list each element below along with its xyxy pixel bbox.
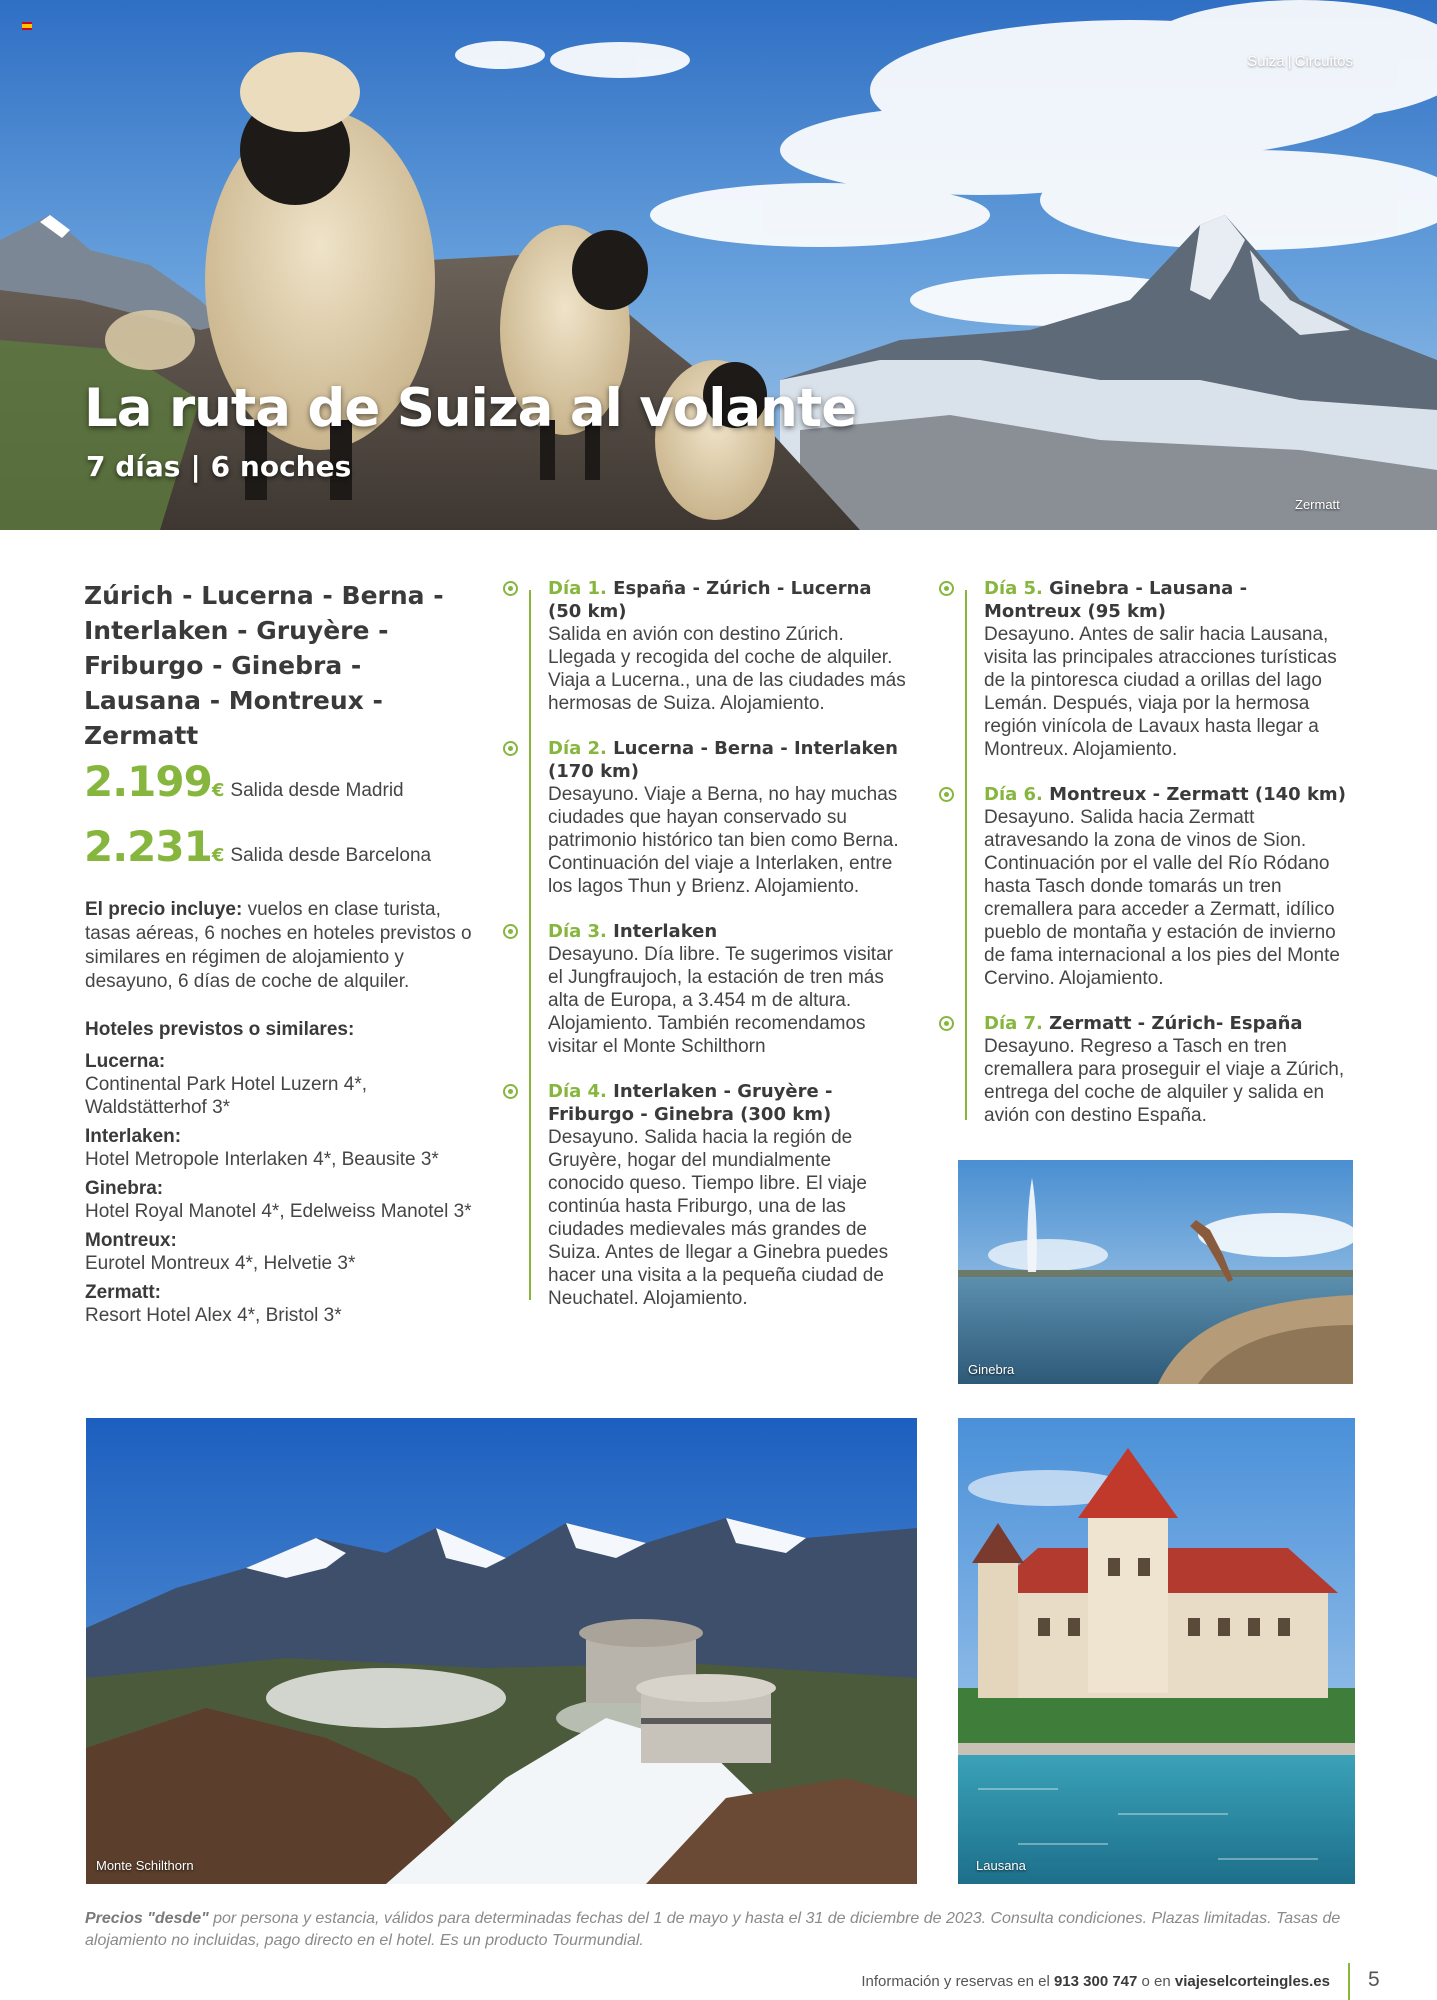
hotel-item-ginebra — [85, 1177, 485, 1223]
day-description: Desayuno. Regreso a Tasch en tren cremallera para proseguir el viaje a Zúrich, entrega del coche de alquiler y salida en avión con destino España. — [984, 1036, 1345, 1126]
duration-days: 7 días — [86, 450, 181, 483]
timeline-dot-icon — [503, 741, 518, 756]
hotel-names: Eurotel Montreux 4*, Helvetie 3* — [85, 1253, 356, 1274]
day-label: Día 3. — [548, 921, 607, 942]
breadcrumb — [1247, 53, 1353, 70]
spain-flag-icon — [22, 22, 32, 30]
itinerary-day-7 — [966, 1012, 1346, 1127]
itinerary-day-6 — [966, 783, 1346, 990]
price-amount: 2.231 — [84, 822, 212, 871]
photo-caption-lausana: Lausana — [976, 1858, 1026, 1873]
day-label: Día 5. — [984, 578, 1043, 599]
contact-phone[interactable]: 913 300 747 — [1053, 1973, 1138, 1990]
itinerary-column-2 — [966, 577, 1346, 1149]
hotel-city: Interlaken: — [85, 1126, 182, 1147]
itinerary-day-1 — [530, 577, 910, 715]
day-title: Montreux - Zermatt (140 km) — [1049, 784, 1346, 805]
page-number-divider — [1348, 1963, 1350, 2000]
hotel-city: Lucerna: — [85, 1051, 166, 1072]
trip-duration — [86, 450, 351, 483]
ginebra-illustration — [958, 1160, 1353, 1384]
lausana-illustration — [958, 1418, 1355, 1884]
price-label: Salida desde Barcelona — [230, 845, 432, 866]
price-label: Salida desde Madrid — [230, 780, 404, 801]
day-description: Desayuno. Viaje a Berna, no hay muchas ciudades que hayan conservado su patrimonio histórico tan bien como Berna. Continuación del viaje a Interlaken, entre los lagos Thun y Brienz. Alojamiento. — [548, 784, 899, 897]
day-title: Ginebra - Lausana - Montreux (95 km) — [984, 578, 1248, 622]
hotel-names: Resort Hotel Alex 4*, Bristol 3* — [85, 1305, 342, 1326]
timeline-dot-icon — [503, 581, 518, 596]
timeline-dot-icon — [939, 581, 954, 596]
contact-website-link[interactable]: viajeselcorteingles.es — [1174, 1973, 1330, 1990]
day-title: Interlaken — [613, 921, 718, 942]
page-number: 5 — [1368, 1968, 1380, 1991]
contact-prefix: Información y reservas en el — [861, 1973, 1054, 1990]
timeline-dot-icon — [503, 1084, 518, 1099]
hotel-item-interlaken — [85, 1125, 485, 1171]
day-label: Día 7. — [984, 1013, 1043, 1034]
day-label: Día 1. — [548, 578, 607, 599]
photo-monte-schilthorn — [86, 1418, 917, 1884]
day-description: Salida en avión con destino Zúrich. Llegada y recogida del coche de alquiler. Viaja a Lucerna., una de las ciudades más hermosas de Suiza. Alojamiento. — [548, 624, 906, 714]
hotel-city: Ginebra: — [85, 1178, 164, 1199]
day-title: España - Zúrich - Lucerna (50 km) — [548, 578, 872, 622]
price-barcelona — [84, 822, 431, 871]
itinerary-day-5 — [966, 577, 1346, 761]
price-includes-label: El precio incluye: — [85, 899, 243, 920]
itinerary-day-4 — [530, 1080, 910, 1310]
photo-caption-ginebra: Ginebra — [968, 1362, 1015, 1377]
day-title: Lucerna - Berna - Interlaken (170 km) — [548, 738, 898, 782]
timeline-dot-icon — [503, 924, 518, 939]
hero-photo-caption: Zermatt — [1295, 497, 1340, 512]
photo-lausana — [958, 1418, 1355, 1884]
day-label: Día 2. — [548, 738, 607, 759]
breadcrumb-section: Suiza — [1247, 53, 1285, 70]
disclaimer-bold: Precios "desde" — [85, 1910, 209, 1927]
day-title: Zermatt - Zúrich- España — [1049, 1013, 1303, 1034]
hotel-names: Hotel Metropole Interlaken 4*, Beausite 3* — [85, 1149, 439, 1170]
contact-mid: o en — [1137, 1973, 1175, 1990]
price-currency: € — [211, 780, 225, 801]
day-description: Desayuno. Salida hacia la región de Gruyère, hogar del mundialmente conocido queso. Tiempo libre. El viaje continúa hasta Friburgo, una de las ciudades medievales más grandes de Suiza. Antes de llegar a Ginebra puedes hacer una visita a la pequeña ciudad de Neuchatel. Alojamiento. — [548, 1127, 889, 1309]
day-description: Desayuno. Antes de salir hacia Lausana, visita las principales atracciones turísticas de la pintoresca ciudad a orillas del lago Lemán. Después, viaja por la hermosa región vinícola de Lavaux hasta llegar a Montreux. Alojamiento. — [984, 624, 1337, 760]
day-description: Desayuno. Día libre. Te sugerimos visitar el Jungfraujoch, la estación de tren más alta de Europa, a 3.454 m de altura. Alojamiento. También recomendamos visitar el Monte Schilthorn — [548, 944, 893, 1057]
itinerary-column-1 — [530, 577, 910, 1332]
hotel-item-zermatt — [85, 1281, 485, 1327]
schilthorn-illustration — [86, 1418, 917, 1884]
hotel-item-lucerna — [85, 1050, 485, 1119]
price-disclaimer — [85, 1908, 1365, 1952]
hotel-city: Montreux: — [85, 1230, 177, 1251]
hotels-title: Hoteles previstos o similares: — [85, 1019, 355, 1040]
price-includes-text: vuelos en clase turista, tasas aéreas, 6 noches en hoteles previstos o similares en régimen de alojamiento y desayuno, 6 días de coche de alquiler. — [85, 899, 472, 992]
photo-caption-schilthorn: Monte Schilthorn — [96, 1858, 194, 1873]
photo-ginebra — [958, 1160, 1353, 1384]
day-title: Interlaken - Gruyère - Friburgo - Ginebra (300 km) — [548, 1081, 833, 1125]
hotel-names: Hotel Royal Manotel 4*, Edelweiss Manotel 3* — [85, 1201, 472, 1222]
duration-nights: 6 noches — [210, 450, 352, 483]
route-heading: Zúrich - Lucerna - Berna - Interlaken - Gruyère - Friburgo - Ginebra - Lausana - Montreux - Zermatt — [84, 581, 444, 750]
price-includes — [85, 898, 480, 994]
day-label: Día 4. — [548, 1081, 607, 1102]
timeline-dot-icon — [939, 1016, 954, 1031]
page-title: La ruta de Suiza al volante — [84, 378, 857, 439]
hotels-list — [85, 1050, 485, 1333]
hotel-city: Zermatt: — [85, 1282, 162, 1303]
breadcrumb-separator: | — [1287, 53, 1292, 70]
disclaimer-text: por persona y estancia, válidos para determinadas fechas del 1 de mayo y hasta el 31 de diciembre de 2023. Consulta condiciones. Plazas limitadas. Tasas de alojamiento no incluidas, pago directo en el hotel. Es un producto Tourmundial. — [85, 1910, 1341, 1949]
day-description: Desayuno. Salida hacia Zermatt atravesando la zona de vinos de Sion. Continuación por el valle del Río Ródano hasta Tasch donde tomarás un tren cremallera para acceder a Zermatt, idílico pueblo de montaña y estación de invierno de fama internacional a los pies del Monte Cervino. Alojamiento. — [984, 807, 1340, 989]
contact-info — [861, 1973, 1330, 1990]
hotel-names: Continental Park Hotel Luzern 4*, Waldstätterhof 3* — [85, 1074, 367, 1118]
price-madrid — [84, 757, 404, 806]
day-label: Día 6. — [984, 784, 1043, 805]
timeline-dot-icon — [939, 787, 954, 802]
hotel-item-montreux — [85, 1229, 485, 1275]
itinerary-day-3 — [530, 920, 910, 1058]
itinerary-day-2 — [530, 737, 910, 898]
price-amount: 2.199 — [84, 757, 212, 806]
price-currency: € — [211, 845, 225, 866]
breadcrumb-category: Circuitos — [1294, 53, 1353, 70]
duration-separator: | — [190, 450, 201, 483]
